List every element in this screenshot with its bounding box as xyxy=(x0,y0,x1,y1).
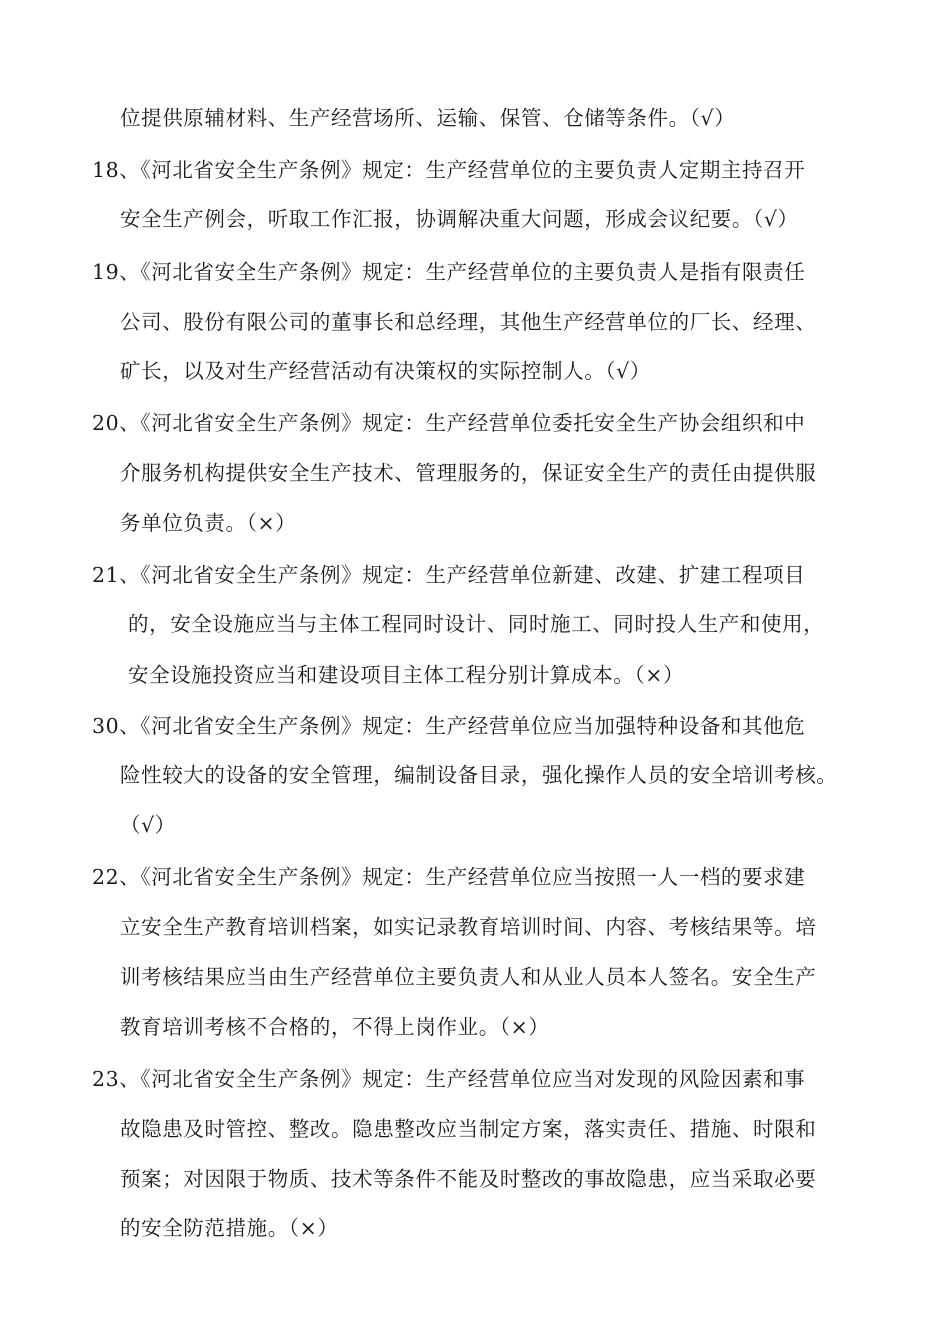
text-line: 训考核结果应当由生产经营单位主要负责人和从业人员本人签名。安全生产 xyxy=(120,965,817,989)
text-line: 务单位负责。（×） xyxy=(120,511,297,535)
text-line: 安全生产例会，听取工作汇报，协调解决重大问题，形成会议纪要。（√） xyxy=(120,207,799,231)
text-line: 21、《河北省安全生产条例》规定：生产经营单位新建、改建、扩建工程项目 xyxy=(92,563,806,587)
text-line: 介服务机构提供安全生产技术、管理服务的，保证安全生产的责任由提供服 xyxy=(120,461,817,485)
text-line: 22、《河北省安全生产条例》规定：生产经营单位应当按照一人一档的要求建 xyxy=(92,865,806,889)
text-line: 安全设施投资应当和建设项目主体工程分别计算成本。（×） xyxy=(128,663,685,687)
text-line: 的安全防范措施。（×） xyxy=(120,1216,339,1240)
text-line: 预案；对因限于物质、技术等条件不能及时整改的事故隐患，应当采取必要 xyxy=(120,1167,817,1191)
text-line: 的，安全设施应当与主体工程同时设计、同时施工、同时投人生产和使用， xyxy=(128,612,825,636)
text-line: 18、《河北省安全生产条例》规定：生产经营单位的主要负责人定期主持召开 xyxy=(92,158,806,182)
text-line: 20、《河北省安全生产条例》规定：生产经营单位委托安全生产协会组织和中 xyxy=(92,411,806,435)
text-line: 30、《河北省安全生产条例》规定：生产经营单位应当加强特种设备和其他危 xyxy=(92,714,806,738)
text-line: （√） xyxy=(120,813,176,837)
text-line: 矿长，以及对生产经营活动有决策权的实际控制人。（√） xyxy=(120,359,651,383)
text-line: 19、《河北省安全生产条例》规定：生产经营单位的主要负责人是指有限责任 xyxy=(92,260,806,284)
text-line: 险性较大的设备的安全管理，编制设备目录，强化操作人员的安全培训考核。 xyxy=(120,763,838,787)
text-line: 公司、股份有限公司的董事长和总经理，其他生产经营单位的厂长、经理、 xyxy=(120,310,817,334)
text-line: 23、《河北省安全生产条例》规定：生产经营单位应当对发现的风险因素和事 xyxy=(92,1067,806,1091)
text-line: 教育培训考核不合格的，不得上岗作业。（×） xyxy=(120,1015,550,1039)
text-line: 位提供原辅材料、生产经营场所、运输、保管、仓储等条件。（√） xyxy=(120,106,736,130)
text-line: 立安全生产教育培训档案，如实记录教育培训时间、内容、考核结果等。培 xyxy=(120,915,817,939)
text-line: 故隐患及时管控、整改。隐患整改应当制定方案，落实责任、措施、时限和 xyxy=(120,1117,817,1141)
